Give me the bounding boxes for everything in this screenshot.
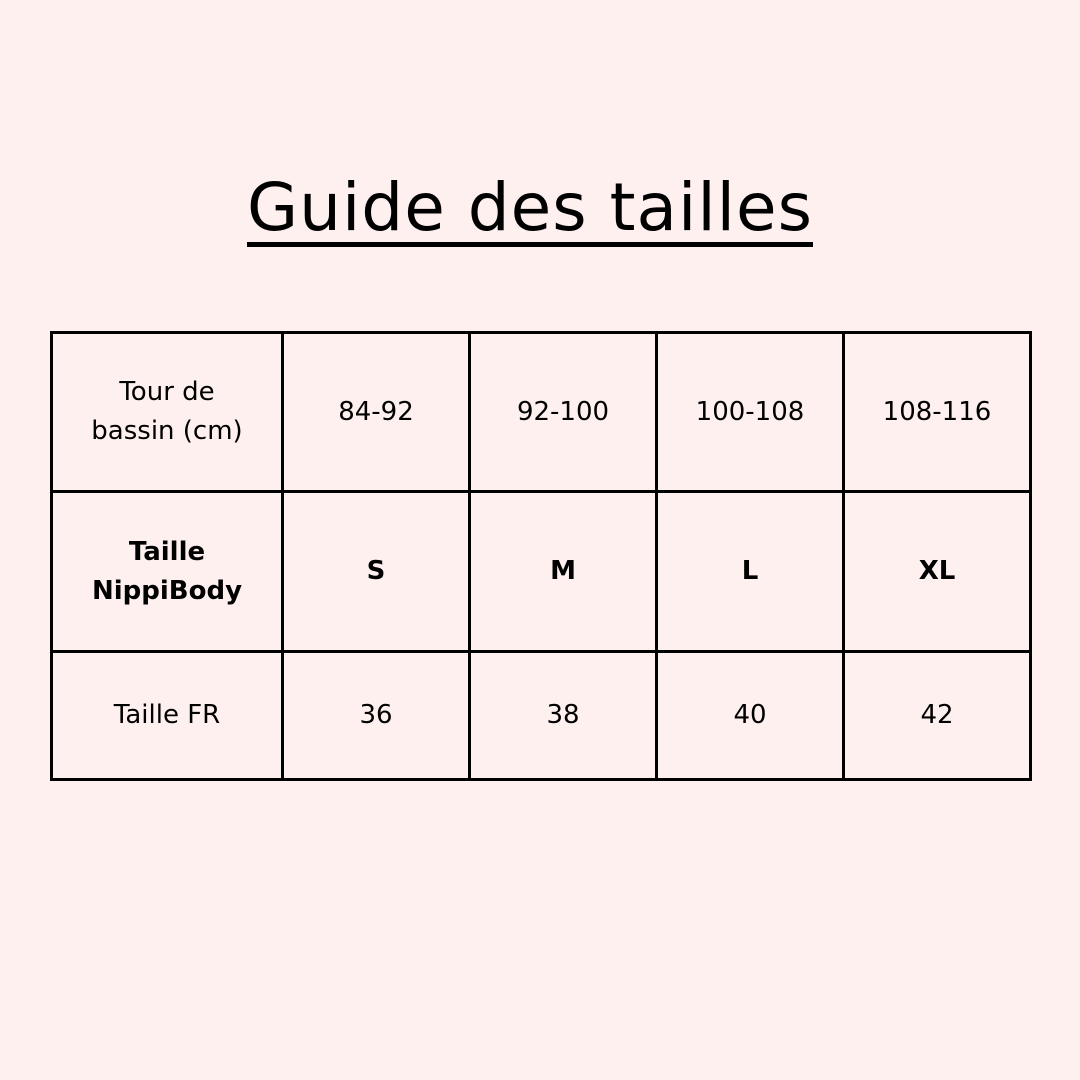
table-cell: 108-116 [844,333,1031,492]
row-label-cell [52,492,283,652]
size-guide-table [50,331,1032,781]
table-cell: 100-108 [657,333,844,492]
table-cell: 42 [844,652,1031,780]
row-label: Taille NippiBody [91,536,243,606]
table-cell: 38 [470,652,657,780]
table-cell: 92-100 [470,333,657,492]
page-title-text: Guide des tailles [247,169,813,246]
row-label-cell [52,333,283,492]
row-label-cell [52,652,283,780]
table-cell: XL [844,492,1031,652]
table-row-taille-nippibody [52,492,1031,652]
table-cell: 84-92 [283,333,470,492]
row-label: Tour de bassin (cm) [91,377,243,446]
table-cell: 40 [657,652,844,780]
table-row-taille-fr [52,652,1031,780]
table-cell: M [470,492,657,652]
table-cell: L [657,492,844,652]
row-label: Taille FR [113,700,221,730]
table-cell: 36 [283,652,470,780]
table-row-tour-de-bassin [52,333,1031,492]
table-cell: S [283,492,470,652]
page-title [0,168,1060,248]
